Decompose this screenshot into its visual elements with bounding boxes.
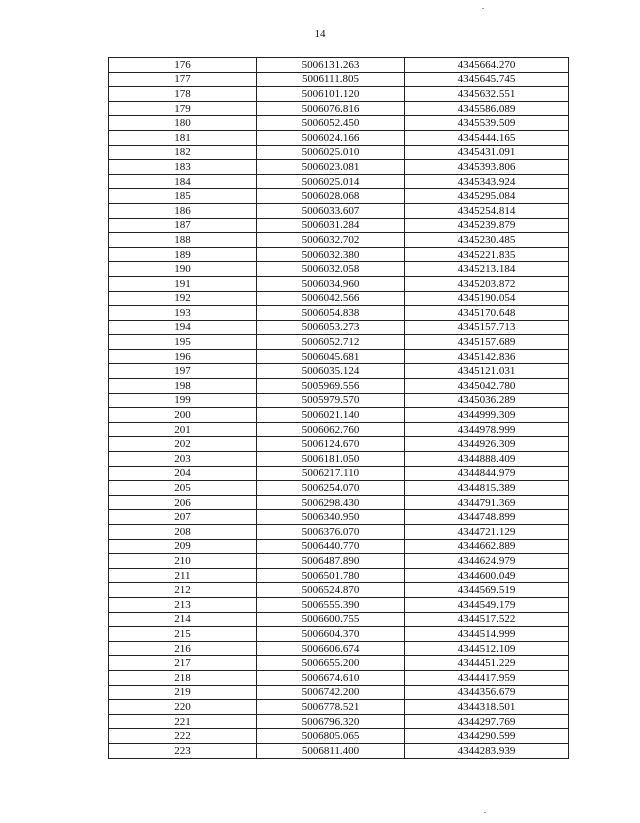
point-number-cell: 199 [109,393,257,408]
table-row [109,568,569,583]
point-number-cell: 186 [109,203,257,218]
table-row [109,700,569,715]
table-row [109,597,569,612]
table-row [109,627,569,642]
point-number-cell: 218 [109,670,257,685]
table-row [109,437,569,452]
x-coordinate-cell: 5006742.200 [257,685,405,700]
point-number-cell: 209 [109,539,257,554]
point-number-cell: 189 [109,247,257,262]
table-row [109,729,569,744]
y-coordinate-cell: 4344512.109 [405,641,569,656]
table-row [109,276,569,291]
point-number-cell: 193 [109,306,257,321]
x-coordinate-cell: 5005969.556 [257,379,405,394]
table-row [109,174,569,189]
x-coordinate-cell: 5006604.370 [257,627,405,642]
point-number-cell: 215 [109,627,257,642]
x-coordinate-cell: 5006131.263 [257,58,405,73]
y-coordinate-cell: 4345190.054 [405,291,569,306]
point-number-cell: 216 [109,641,257,656]
x-coordinate-cell: 5006124.670 [257,437,405,452]
x-coordinate-cell: 5006487.890 [257,554,405,569]
point-number-cell: 188 [109,233,257,248]
y-coordinate-cell: 4345295.084 [405,189,569,204]
x-coordinate-cell: 5006101.120 [257,87,405,102]
x-coordinate-cell: 5006062.760 [257,422,405,437]
point-number-cell: 202 [109,437,257,452]
point-number-cell: 185 [109,189,257,204]
y-coordinate-cell: 4345142.836 [405,349,569,364]
table-row [109,743,569,758]
point-number-cell: 211 [109,568,257,583]
point-number-cell: 205 [109,481,257,496]
table-row [109,130,569,145]
table-row [109,160,569,175]
table-row [109,291,569,306]
table-row [109,466,569,481]
y-coordinate-cell: 4344569.519 [405,583,569,598]
table-row [109,116,569,131]
table-row [109,422,569,437]
x-coordinate-cell: 5006778.521 [257,700,405,715]
y-coordinate-cell: 4345539.509 [405,116,569,131]
point-number-cell: 200 [109,408,257,423]
x-coordinate-cell: 5006811.400 [257,743,405,758]
x-coordinate-cell: 5006024.166 [257,130,405,145]
table-row [109,189,569,204]
y-coordinate-cell: 4345203.872 [405,276,569,291]
point-number-cell: 179 [109,101,257,116]
point-number-cell: 220 [109,700,257,715]
point-number-cell: 203 [109,452,257,467]
y-coordinate-cell: 4345664.270 [405,58,569,73]
x-coordinate-cell: 5005979.570 [257,393,405,408]
x-coordinate-cell: 5006340.950 [257,510,405,525]
x-coordinate-cell: 5006045.681 [257,349,405,364]
y-coordinate-cell: 4344549.179 [405,597,569,612]
x-coordinate-cell: 5006524.870 [257,583,405,598]
point-number-cell: 212 [109,583,257,598]
scan-speck [484,812,486,813]
point-number-cell: 187 [109,218,257,233]
y-coordinate-cell: 4344417.959 [405,670,569,685]
table-row [109,247,569,262]
y-coordinate-cell: 4345632.551 [405,87,569,102]
point-number-cell: 191 [109,276,257,291]
table-row [109,452,569,467]
x-coordinate-cell: 5006031.284 [257,218,405,233]
table-row [109,495,569,510]
y-coordinate-cell: 4345221.835 [405,247,569,262]
y-coordinate-cell: 4344283.939 [405,743,569,758]
x-coordinate-cell: 5006111.805 [257,72,405,87]
x-coordinate-cell: 5006028.068 [257,189,405,204]
table-row [109,320,569,335]
point-number-cell: 207 [109,510,257,525]
point-number-cell: 208 [109,525,257,540]
y-coordinate-cell: 4344662.889 [405,539,569,554]
point-number-cell: 196 [109,349,257,364]
x-coordinate-cell: 5006035.124 [257,364,405,379]
x-coordinate-cell: 5006655.200 [257,656,405,671]
table-row [109,583,569,598]
x-coordinate-cell: 5006376.070 [257,525,405,540]
x-coordinate-cell: 5006021.140 [257,408,405,423]
page-number: 14 [314,28,326,40]
table-row [109,656,569,671]
table-row [109,364,569,379]
y-coordinate-cell: 4345121.031 [405,364,569,379]
y-coordinate-cell: 4344297.769 [405,714,569,729]
point-number-cell: 197 [109,364,257,379]
table-row [109,335,569,350]
y-coordinate-cell: 4344517.522 [405,612,569,627]
x-coordinate-cell: 5006217.110 [257,466,405,481]
point-number-cell: 214 [109,612,257,627]
x-coordinate-cell: 5006054.838 [257,306,405,321]
coordinates-table-body [109,58,569,759]
y-coordinate-cell: 4345431.091 [405,145,569,160]
x-coordinate-cell: 5006298.430 [257,495,405,510]
y-coordinate-cell: 4344815.389 [405,481,569,496]
x-coordinate-cell: 5006805.065 [257,729,405,744]
point-number-cell: 204 [109,466,257,481]
x-coordinate-cell: 5006052.712 [257,335,405,350]
scan-speck [482,8,484,9]
y-coordinate-cell: 4344600.049 [405,568,569,583]
x-coordinate-cell: 5006796.320 [257,714,405,729]
point-number-cell: 176 [109,58,257,73]
point-number-cell: 190 [109,262,257,277]
point-number-cell: 181 [109,130,257,145]
y-coordinate-cell: 4344926.309 [405,437,569,452]
x-coordinate-cell: 5006042.566 [257,291,405,306]
x-coordinate-cell: 5006023.081 [257,160,405,175]
y-coordinate-cell: 4345645.745 [405,72,569,87]
x-coordinate-cell: 5006032.058 [257,262,405,277]
point-number-cell: 201 [109,422,257,437]
table-row [109,481,569,496]
point-number-cell: 222 [109,729,257,744]
table-row [109,218,569,233]
table-row [109,87,569,102]
y-coordinate-cell: 4345343.924 [405,174,569,189]
table-row [109,393,569,408]
point-number-cell: 195 [109,335,257,350]
y-coordinate-cell: 4345157.689 [405,335,569,350]
point-number-cell: 178 [109,87,257,102]
y-coordinate-cell: 4344999.309 [405,408,569,423]
x-coordinate-cell: 5006674.610 [257,670,405,685]
table-row [109,58,569,73]
table-row [109,685,569,700]
y-coordinate-cell: 4344290.599 [405,729,569,744]
table-row [109,612,569,627]
point-number-cell: 206 [109,495,257,510]
x-coordinate-cell: 5006181.050 [257,452,405,467]
y-coordinate-cell: 4344844.979 [405,466,569,481]
x-coordinate-cell: 5006032.702 [257,233,405,248]
x-coordinate-cell: 5006034.960 [257,276,405,291]
table-row [109,408,569,423]
point-number-cell: 219 [109,685,257,700]
x-coordinate-cell: 5006254.070 [257,481,405,496]
table-row [109,525,569,540]
table-row [109,203,569,218]
y-coordinate-cell: 4345213.184 [405,262,569,277]
x-coordinate-cell: 5006076.816 [257,101,405,116]
table-row [109,641,569,656]
y-coordinate-cell: 4345254.814 [405,203,569,218]
x-coordinate-cell: 5006600.755 [257,612,405,627]
y-coordinate-cell: 4345036.289 [405,393,569,408]
x-coordinate-cell: 5006606.674 [257,641,405,656]
x-coordinate-cell: 5006025.014 [257,174,405,189]
point-number-cell: 198 [109,379,257,394]
table-row [109,510,569,525]
table-row [109,349,569,364]
point-number-cell: 210 [109,554,257,569]
point-number-cell: 217 [109,656,257,671]
table-row [109,539,569,554]
table-row [109,101,569,116]
point-number-cell: 177 [109,72,257,87]
point-number-cell: 182 [109,145,257,160]
y-coordinate-cell: 4344624.979 [405,554,569,569]
table-row [109,714,569,729]
y-coordinate-cell: 4345393.806 [405,160,569,175]
table-row [109,379,569,394]
table-row [109,233,569,248]
y-coordinate-cell: 4345230.485 [405,233,569,248]
x-coordinate-cell: 5006025.010 [257,145,405,160]
coordinates-table [108,57,569,759]
x-coordinate-cell: 5006032.380 [257,247,405,262]
y-coordinate-cell: 4344721.129 [405,525,569,540]
point-number-cell: 180 [109,116,257,131]
x-coordinate-cell: 5006440.770 [257,539,405,554]
y-coordinate-cell: 4344514.999 [405,627,569,642]
x-coordinate-cell: 5006555.390 [257,597,405,612]
y-coordinate-cell: 4344978.999 [405,422,569,437]
x-coordinate-cell: 5006052.450 [257,116,405,131]
point-number-cell: 194 [109,320,257,335]
y-coordinate-cell: 4344748.899 [405,510,569,525]
y-coordinate-cell: 4345444.165 [405,130,569,145]
y-coordinate-cell: 4344451.229 [405,656,569,671]
y-coordinate-cell: 4345157.713 [405,320,569,335]
y-coordinate-cell: 4344791.369 [405,495,569,510]
table-row [109,72,569,87]
y-coordinate-cell: 4345586.089 [405,101,569,116]
table-row [109,306,569,321]
y-coordinate-cell: 4345170.648 [405,306,569,321]
point-number-cell: 192 [109,291,257,306]
point-number-cell: 183 [109,160,257,175]
y-coordinate-cell: 4345042.780 [405,379,569,394]
table-row [109,554,569,569]
y-coordinate-cell: 4344356.679 [405,685,569,700]
point-number-cell: 221 [109,714,257,729]
y-coordinate-cell: 4344888.409 [405,452,569,467]
point-number-cell: 223 [109,743,257,758]
x-coordinate-cell: 5006053.273 [257,320,405,335]
point-number-cell: 184 [109,174,257,189]
table-row [109,262,569,277]
x-coordinate-cell: 5006501.780 [257,568,405,583]
table-row [109,670,569,685]
x-coordinate-cell: 5006033.607 [257,203,405,218]
point-number-cell: 213 [109,597,257,612]
y-coordinate-cell: 4345239.879 [405,218,569,233]
table-row [109,145,569,160]
y-coordinate-cell: 4344318.501 [405,700,569,715]
